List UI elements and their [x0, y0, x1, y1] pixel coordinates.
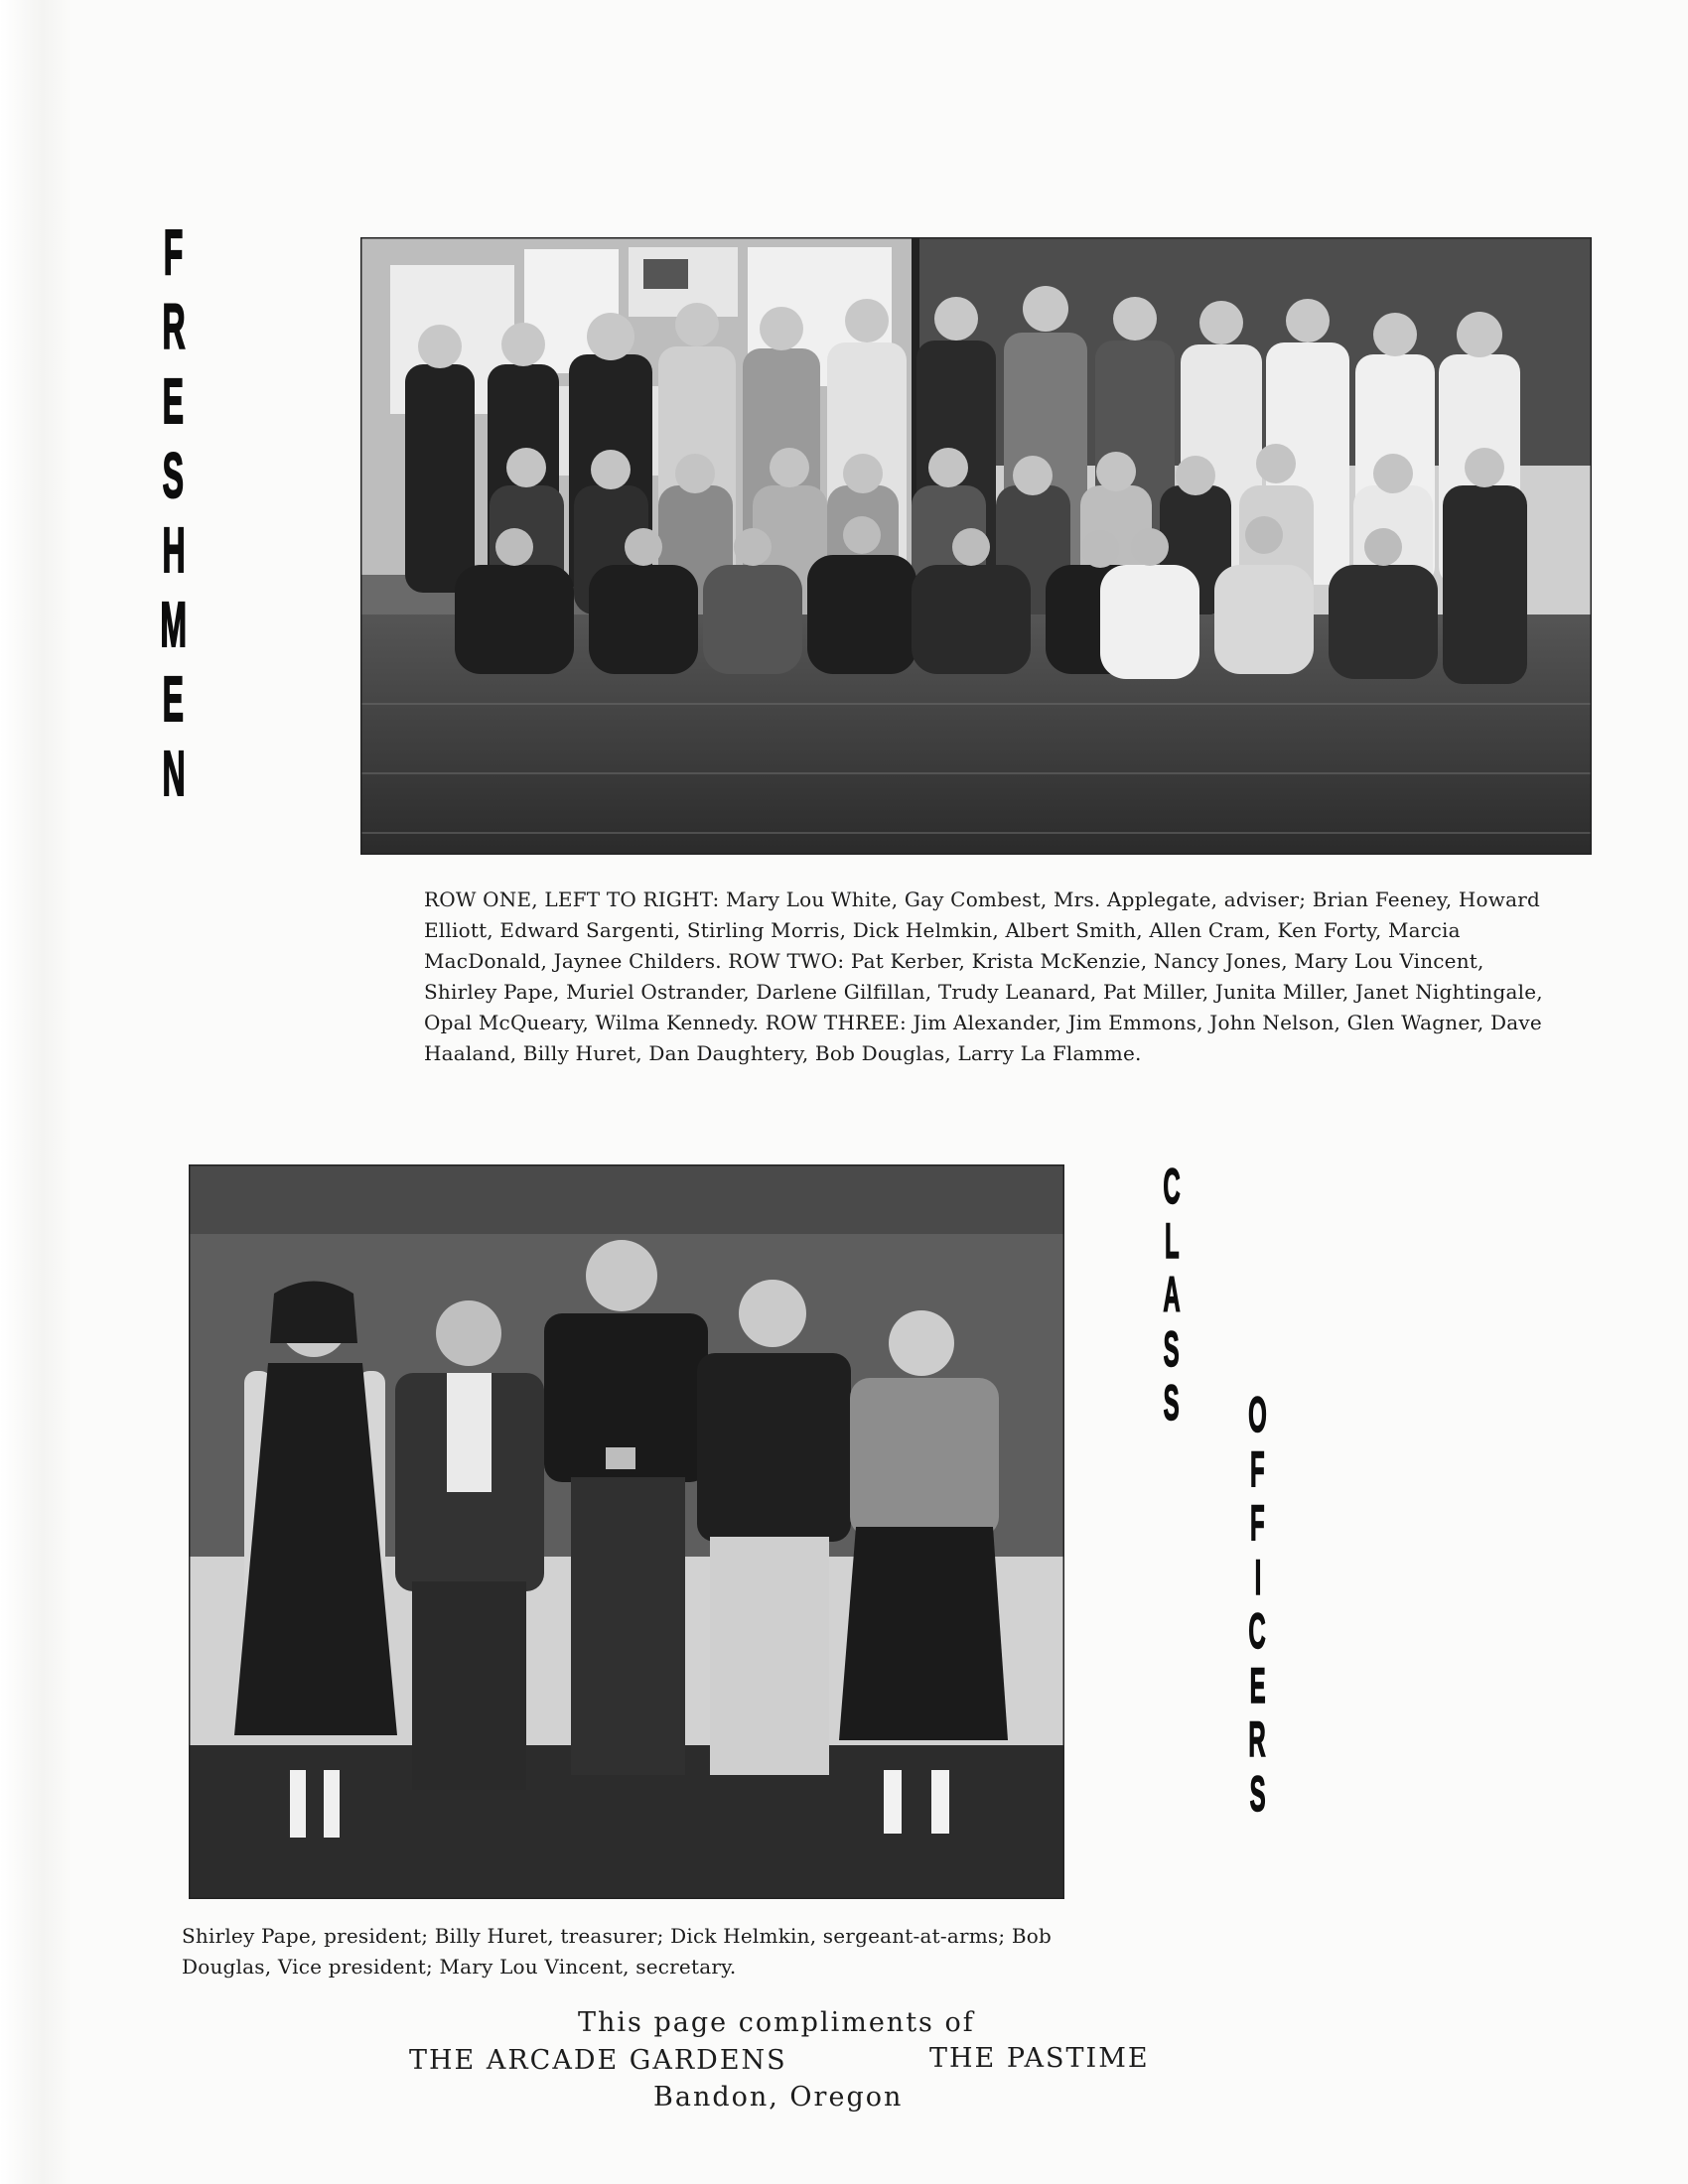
- title-letter: S: [162, 440, 185, 511]
- title-letter: F: [1250, 1440, 1265, 1497]
- title-letter: C: [1163, 1159, 1181, 1214]
- scan-edge: [0, 0, 71, 2184]
- title-letter: E: [162, 663, 185, 735]
- title-letter: S: [1164, 1375, 1181, 1431]
- group-photo-art: [360, 237, 1592, 855]
- officers-photo-art: [189, 1164, 1064, 1899]
- title-letter: C: [1248, 1603, 1267, 1659]
- footer-location: Bandon, Oregon: [653, 2082, 904, 2113]
- officers-photo-caption: Shirley Pape, president; Billy Huret, treasurer; Dick Helmkin, sergeant-at-arms; Bob Douglas, Vice president; Mary Lou Vincent, secretary.: [182, 1924, 1052, 1979]
- footer-sponsor-arcade-gardens: THE ARCADE GARDENS: [409, 2045, 787, 2076]
- title-letter: N: [162, 738, 186, 809]
- title-letter: F: [1250, 1495, 1265, 1551]
- footer-compliments: This page compliments of: [578, 2007, 975, 2038]
- title-letter: S: [1249, 1765, 1266, 1822]
- title-letter: S: [1164, 1320, 1181, 1377]
- officers-vertical-title: [1238, 1387, 1277, 1823]
- title-letter: O: [1248, 1387, 1267, 1442]
- title-letter: A: [1163, 1267, 1181, 1322]
- freshmen-vertical-title: [147, 216, 200, 816]
- freshmen-group-photo: [360, 237, 1592, 855]
- title-letter: F: [163, 216, 184, 288]
- title-letter: R: [162, 291, 186, 362]
- title-letter: I: [1254, 1549, 1261, 1605]
- title-letter: L: [1164, 1212, 1180, 1269]
- title-letter: E: [1249, 1657, 1266, 1713]
- title-letter: H: [162, 514, 186, 586]
- title-letter: E: [162, 365, 185, 437]
- footer-sponsor-pastime: THE PASTIME: [929, 2043, 1150, 2074]
- class-vertical-title: [1154, 1161, 1190, 1433]
- group-photo-caption: ROW ONE, LEFT TO RIGHT: Mary Lou White, Gay Combest, Mrs. Applegate, adviser; Brian Feeney, Howard Elliott, Edward Sargenti, Stirling Morris, Dick Helmkin, Albert Smith, Allen Cram, Ken Forty, Marcia MacDonald, Jaynee Childers. ROW TWO: Pat Kerber, Krista McKenzie, Nancy Jones, Mary Lou Vincent, Shirley Pape, Muriel Ostrander, Darlene Gilfillan, Trudy Leanard, Pat Miller, Junita Miller, Janet Nightingale, Opal McQueary, Wilma Kennedy. ROW THREE: Jim Alexander, Jim Emmons, John Nelson, Glen Wagner, Dave Haaland, Billy Huret, Dan Daughtery, Bob Douglas, Larry La Flamme.: [424, 887, 1543, 1065]
- title-letter: M: [160, 589, 187, 660]
- title-letter: R: [1248, 1711, 1267, 1767]
- class-officers-photo: [189, 1164, 1064, 1899]
